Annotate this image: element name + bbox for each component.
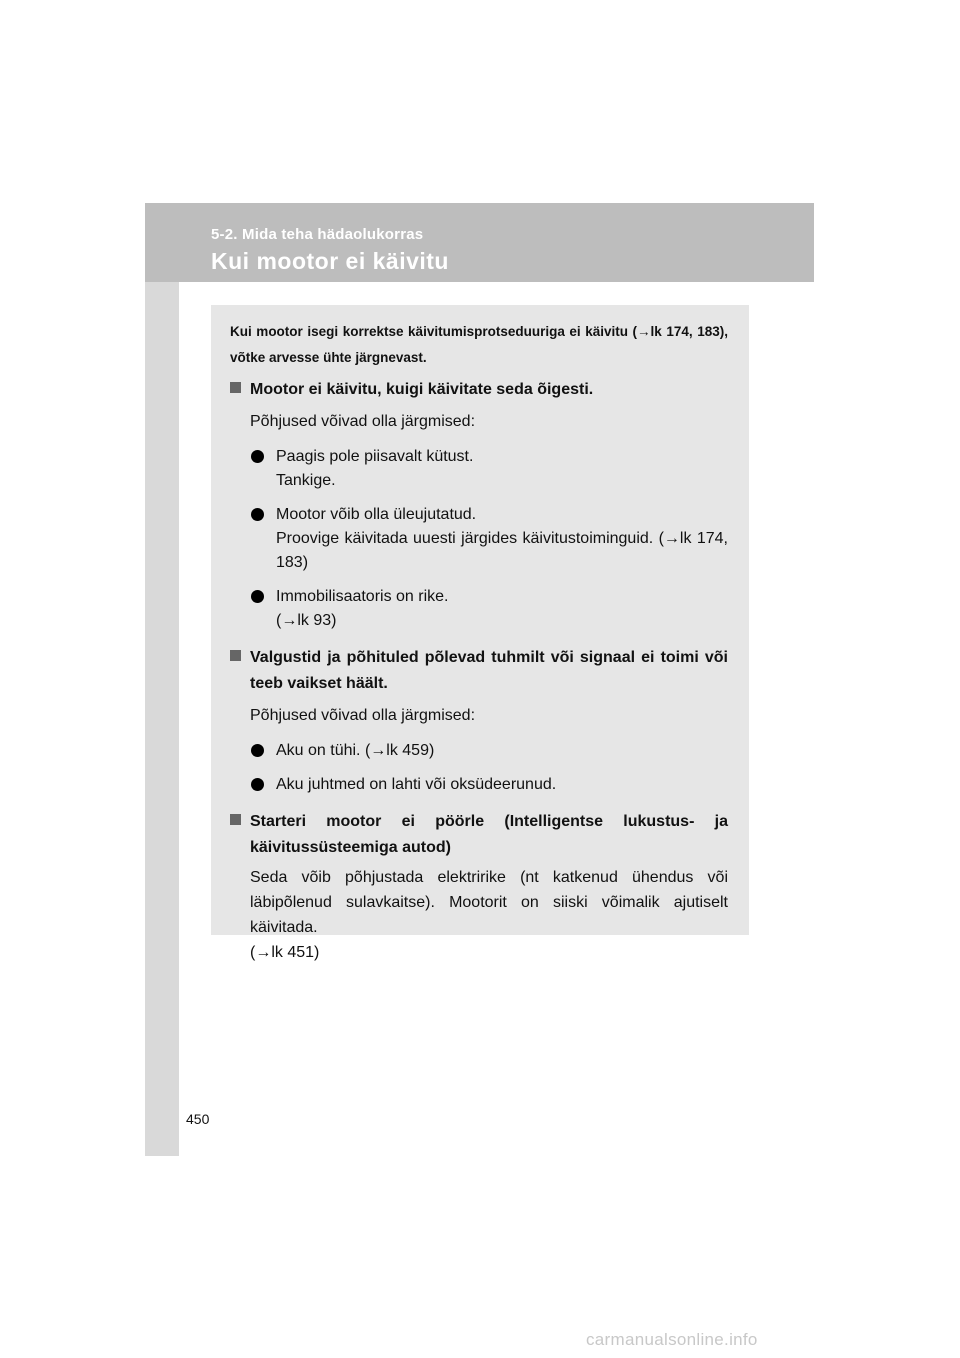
- section-label: 5-2. Mida teha hädaolukorras: [211, 226, 424, 243]
- square-bullet-icon: [230, 650, 241, 661]
- section-heading: [230, 809, 728, 861]
- section-heading-text: Valgustid ja põhituled põlevad tuhmilt või signaal ei toimi või teeb vaikset häält.: [250, 649, 728, 692]
- content-box: [211, 305, 749, 961]
- list-item: [230, 585, 728, 633]
- section-heading: [230, 645, 728, 697]
- circle-bullet-icon: [251, 450, 264, 463]
- bullet-title: Paagis pole piisavalt kütust.: [276, 448, 474, 465]
- page-number: 450: [186, 1111, 210, 1127]
- watermark: carmanualsonline.info: [586, 1330, 758, 1349]
- list-item: [230, 773, 728, 797]
- list-item: [230, 445, 728, 493]
- circle-bullet-icon: [251, 590, 264, 603]
- section-paragraph: Seda võib põhjustada elektririke (nt katkenud ühendus või läbipõlenud sulavkaitse). Mootorit on siiski võimalik ajutiselt käivitada.: [250, 869, 728, 936]
- list-item: [230, 503, 728, 575]
- section-engine-no-start: [230, 377, 728, 633]
- section-starter-motor: [230, 809, 728, 965]
- section-dim-lights: [230, 645, 728, 797]
- left-margin-bar: [145, 203, 179, 1156]
- bullet-detail: Proovige käivitada uuesti järgides käivitustoiminguid. (→lk 174, 183): [276, 530, 728, 571]
- bullet-title: Mootor võib olla üleujutatud.: [276, 506, 477, 523]
- square-bullet-icon: [230, 382, 241, 393]
- intro-text: Kui mootor isegi korrektse käivitumisprotseduuriga ei käivitu (→lk 174, 183), võtke arvesse ühte järgnevast.: [230, 324, 728, 365]
- bullet-detail: (→lk 93): [276, 612, 337, 629]
- square-bullet-icon: [230, 814, 241, 825]
- section-heading: [230, 377, 728, 403]
- bullet-title: Aku juhtmed on lahti või oksüdeerunud.: [276, 776, 557, 793]
- section-heading-text: Starteri mootor ei pöörle (Intelligentse lukustus- ja käivitussüsteemiga autod): [250, 813, 728, 856]
- circle-bullet-icon: [251, 778, 264, 791]
- circle-bullet-icon: [251, 744, 264, 757]
- bullet-detail: Tankige.: [276, 472, 336, 489]
- cause-line: Põhjused võivad olla järgmised:: [250, 707, 476, 724]
- page-reference: (→lk 451): [250, 944, 320, 961]
- section-heading-text: Mootor ei käivitu, kuigi käivitate seda õigesti.: [250, 381, 594, 398]
- list-item: [230, 739, 728, 763]
- content-inner: [230, 319, 728, 965]
- bullet-title: Immobilisaatoris on rike.: [276, 588, 449, 605]
- cause-line: Põhjused võivad olla järgmised:: [250, 413, 476, 430]
- circle-bullet-icon: [251, 508, 264, 521]
- bullet-title: Aku on tühi. (→lk 459): [276, 742, 435, 759]
- page-title: Kui mootor ei käivitu: [211, 248, 449, 274]
